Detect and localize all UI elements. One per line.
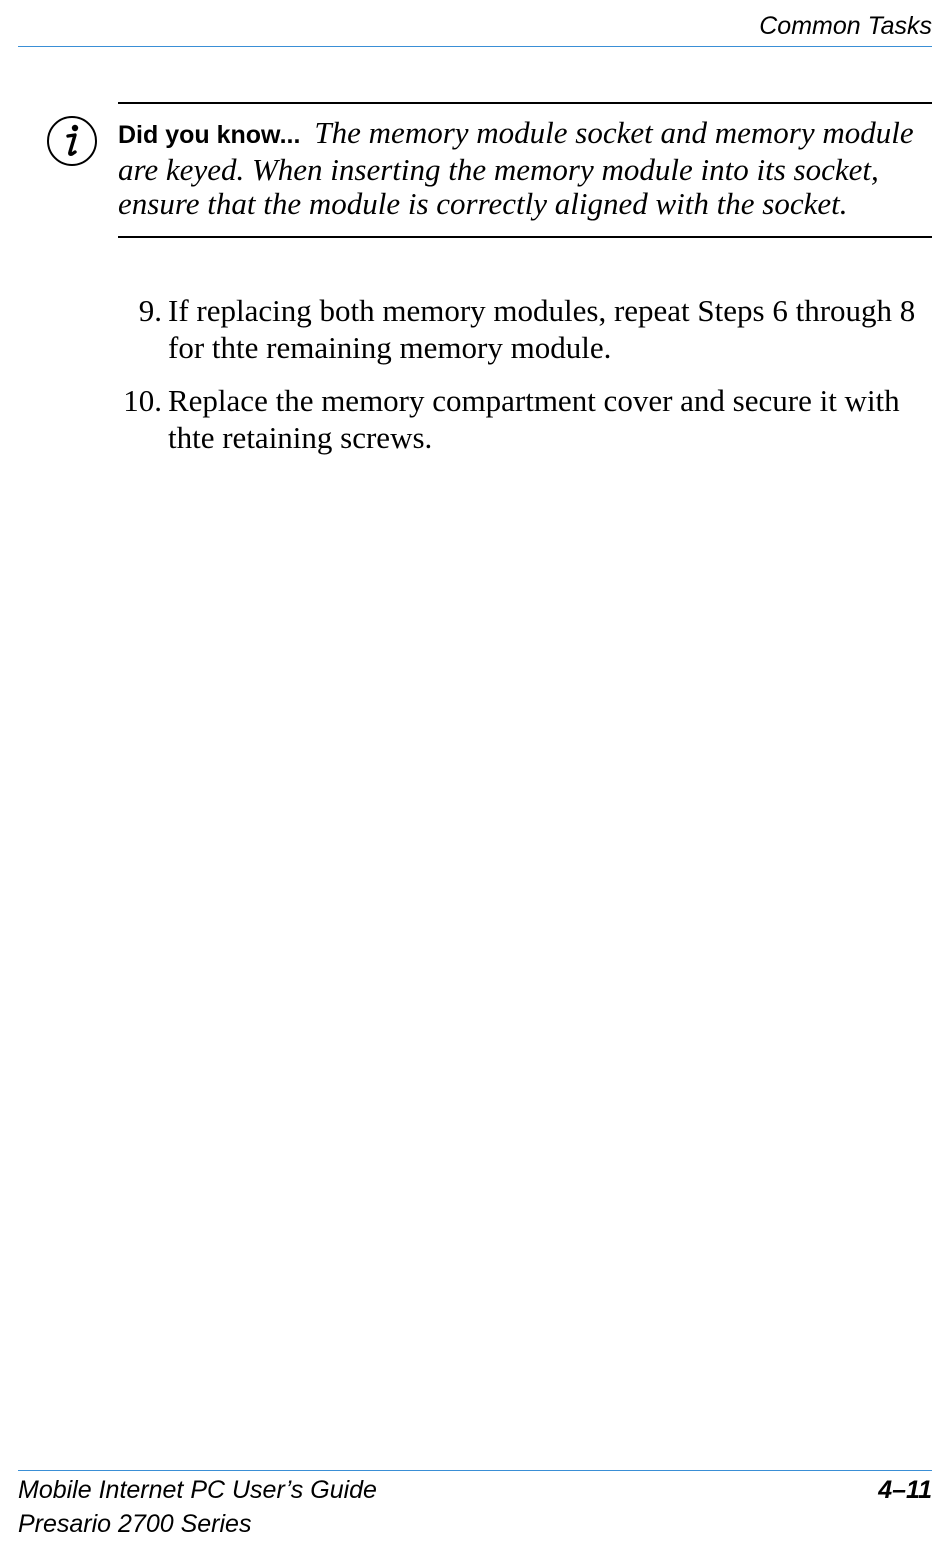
step-item xyxy=(118,292,932,366)
note-body xyxy=(118,116,932,222)
guide-title: Mobile Internet PC User’s Guide xyxy=(18,1476,377,1504)
step-text: If replacing both memory modules, repeat Steps 6 through 8 for thte remaining memory module. xyxy=(168,293,916,365)
step-number: 9. xyxy=(138,293,162,328)
step-item xyxy=(118,382,932,456)
footer-info xyxy=(18,1473,377,1541)
header-rule xyxy=(18,46,932,47)
info-icon xyxy=(46,115,98,167)
step-number: 10. xyxy=(123,383,162,418)
step-list xyxy=(118,292,932,472)
note-text: The memory module socket and memory module are keyed. When inserting the memory module into its socket, ensure that the module is correctly aligned with the socket. xyxy=(118,115,914,221)
page-number: 4–11 xyxy=(878,1476,932,1504)
footer-rule xyxy=(18,1470,932,1471)
step-text: Replace the memory compartment cover and secure it with thte retaining screws. xyxy=(168,383,900,455)
series-name: Presario 2700 Series xyxy=(18,1510,252,1538)
running-header: Common Tasks xyxy=(759,12,932,40)
note-lead: Did you know... xyxy=(118,121,301,149)
did-you-know-note xyxy=(118,102,932,238)
